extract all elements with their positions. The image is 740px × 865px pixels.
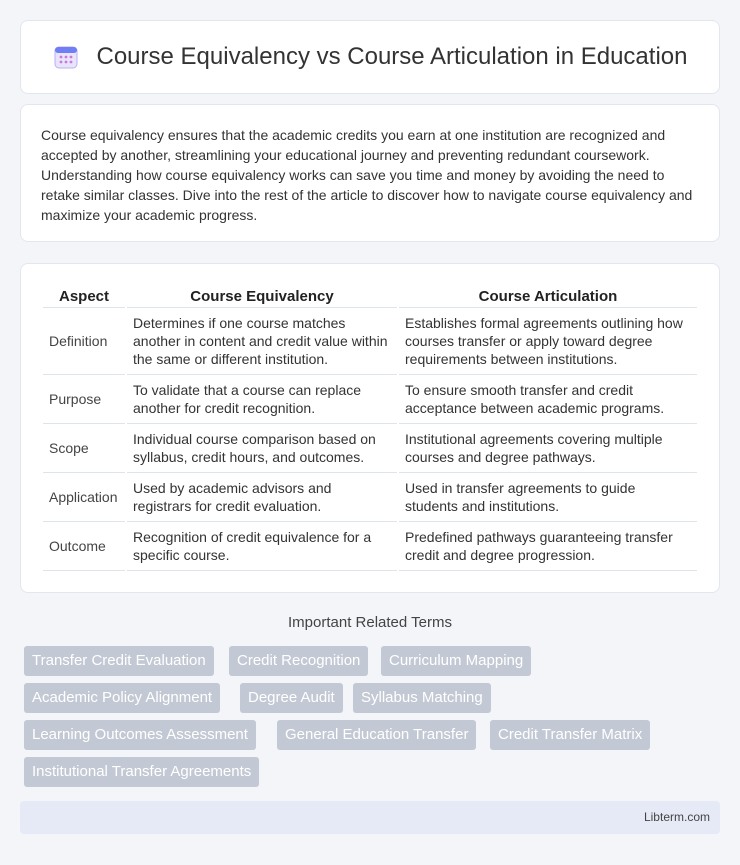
comparison-table (41, 284, 699, 571)
tag-general-education-transfer[interactable]: General Education Transfer (277, 720, 476, 750)
equivalency-cell: Individual course comparison based on syllabus, credit hours, and outcomes. (127, 424, 397, 473)
related-terms-title: Important Related Terms (288, 614, 452, 631)
page-title: Course Equivalency vs Course Articulation in Education (96, 43, 688, 70)
equivalency-cell: To validate that a course can replace another for credit recognition. (127, 375, 397, 424)
articulation-cell: Used in transfer agreements to guide students and institutions. (399, 473, 697, 522)
tag-academic-policy-alignment[interactable]: Academic Policy Alignment (24, 683, 220, 713)
tag-learning-outcomes-assessment[interactable]: Learning Outcomes Assessment (24, 720, 256, 750)
footer (20, 801, 720, 834)
calendar-grid-icon (53, 44, 79, 70)
tag-credit-recognition[interactable]: Credit Recognition (229, 646, 368, 676)
tag-degree-audit[interactable]: Degree Audit (240, 683, 343, 713)
articulation-cell: To ensure smooth transfer and credit acceptance between academic programs. (399, 375, 697, 424)
header-course-articulation: Course Articulation (399, 284, 697, 308)
aspect-cell: Scope (43, 424, 125, 473)
header-aspect: Aspect (43, 284, 125, 308)
tag-curriculum-mapping[interactable]: Curriculum Mapping (381, 646, 531, 676)
footer-site-link[interactable]: Libterm.com (643, 810, 710, 824)
tag-credit-transfer-matrix[interactable]: Credit Transfer Matrix (490, 720, 650, 750)
header-course-equivalency: Course Equivalency (127, 284, 397, 308)
aspect-cell: Purpose (43, 375, 125, 424)
tag-syllabus-matching[interactable]: Syllabus Matching (353, 683, 491, 713)
tag-transfer-credit-evaluation[interactable]: Transfer Credit Evaluation (24, 646, 214, 676)
articulation-cell: Predefined pathways guaranteeing transfer credit and degree progression. (399, 522, 697, 571)
intro-text: Course equivalency ensures that the academic credits you earn at one institution are recognized and accepted by another, streamlining your educational journey and preventing redundant coursework. Understanding how course equivalency works can save you time and money by avoiding the need to retake similar classes. Dive into the rest of the article to discover how to navigate course equivalency and maximize your academic progress. (41, 127, 693, 223)
intro-card (20, 104, 720, 242)
equivalency-cell: Determines if one course matches another in content and credit value within the same or different institution. (127, 308, 397, 375)
table-row (43, 375, 697, 424)
table-row (43, 424, 697, 473)
comparison-table-card (20, 263, 720, 593)
table-row (43, 473, 697, 522)
aspect-cell: Definition (43, 308, 125, 375)
header-card (20, 20, 720, 94)
tag-institutional-transfer-agreements[interactable]: Institutional Transfer Agreements (24, 757, 259, 787)
articulation-cell: Establishes formal agreements outlining how courses transfer or apply toward degree requirements between institutions. (399, 308, 697, 375)
articulation-cell: Institutional agreements covering multiple courses and degree pathways. (399, 424, 697, 473)
equivalency-cell: Used by academic advisors and registrars for credit evaluation. (127, 473, 397, 522)
aspect-cell: Application (43, 473, 125, 522)
table-row (43, 308, 697, 375)
table-row (43, 522, 697, 571)
equivalency-cell: Recognition of credit equivalence for a specific course. (127, 522, 397, 571)
aspect-cell: Outcome (43, 522, 125, 571)
